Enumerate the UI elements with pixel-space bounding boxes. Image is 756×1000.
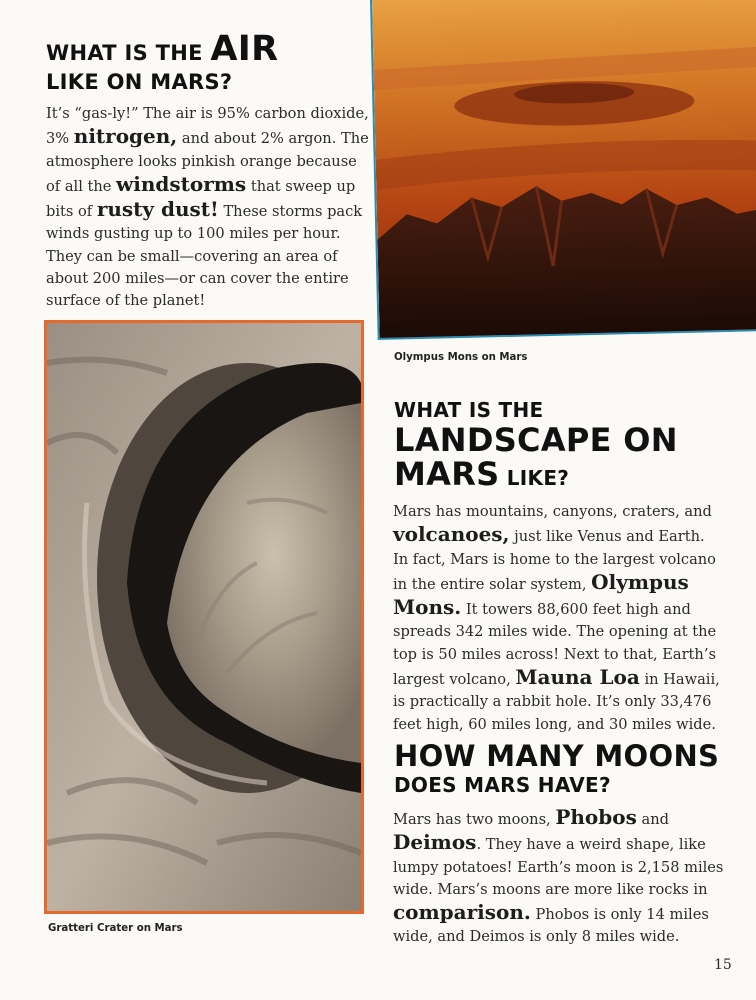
air-line: [46, 173, 376, 198]
olympus-mons-caption: Olympus Mons on Mars: [394, 352, 528, 363]
gratteri-crater-image: [47, 323, 361, 911]
landscape-line: [393, 523, 733, 548]
landscape-line: [393, 596, 733, 621]
page-number: 15: [714, 957, 732, 973]
moons-paragraph: [393, 806, 733, 949]
air-heading-line2: LIKE ON MARS?: [46, 70, 233, 94]
air-text: that sweep up: [246, 177, 356, 195]
landscape-text: largest volcano,: [393, 671, 516, 689]
air-paragraph: [46, 103, 376, 313]
gratteri-crater-photo: [44, 320, 364, 914]
landscape-line: Mars has mountains, canyons, craters, and: [393, 503, 712, 520]
keyword-windstorms: windstorms: [116, 171, 247, 196]
moons-line: [393, 831, 733, 856]
gratteri-crater-caption: Gratteri Crater on Mars: [48, 923, 183, 934]
keyword-rusty-dust: rusty dust!: [96, 197, 219, 222]
olympus-mons-photo: [370, 0, 756, 340]
air-text: bits of: [46, 203, 97, 221]
keyword-mons: Mons.: [393, 595, 462, 620]
moons-line: lumpy potatoes! Earth’s moon is 2,158 miles: [393, 858, 724, 876]
moons-line: [393, 806, 733, 831]
landscape-heading-line3: [394, 455, 570, 493]
landscape-line: top is 50 miles across! Next to that, Earth’s: [393, 645, 716, 663]
landscape-heading-mars: MARS: [394, 455, 500, 493]
air-line: They can be small—covering an area of: [46, 247, 338, 265]
moons-line: [393, 901, 733, 926]
landscape-text: just like Venus and Earth.: [509, 528, 705, 546]
air-line: [46, 198, 376, 223]
landscape-line: [393, 571, 733, 596]
olympus-mons-image: [372, 0, 756, 340]
air-text: of all the: [46, 177, 117, 195]
landscape-line: In fact, Mars is home to the largest volcano: [393, 550, 716, 568]
air-line: winds gusting up to 100 miles per hour.: [46, 225, 341, 243]
landscape-line: feet high, 60 miles long, and 30 miles wide.: [393, 715, 716, 733]
air-heading-big: AIR: [210, 29, 279, 69]
air-line: atmosphere looks pinkish orange because: [46, 152, 357, 170]
landscape-paragraph: [393, 501, 733, 736]
air-line: surface of the planet!: [46, 292, 206, 310]
landscape-text: in Hawaii,: [639, 671, 720, 689]
moons-text: and: [636, 811, 669, 828]
landscape-heading-line1: WHAT IS THE: [394, 398, 544, 422]
moons-heading-line2: DOES MARS HAVE?: [394, 773, 611, 797]
air-text: and about 2% argon. The: [177, 130, 369, 148]
landscape-line: is practically a rabbit hole. It’s only 33,476: [393, 693, 712, 711]
keyword-mauna-loa: Mauna Loa: [515, 665, 640, 690]
landscape-line: [393, 666, 733, 691]
landscape-heading-like: LIKE?: [499, 466, 570, 490]
air-heading-pre: WHAT IS THE: [46, 41, 211, 65]
keyword-phobos: Phobos: [555, 805, 637, 829]
landscape-line: spreads 342 miles wide. The opening at the: [393, 623, 717, 641]
landscape-text: It towers 88,600 feet high and: [461, 601, 691, 619]
landscape-heading-line2: LANDSCAPE ON: [394, 421, 678, 459]
moons-line: wide. Mars’s moons are more like rocks in: [393, 880, 708, 898]
air-line: about 200 miles—or can cover the entire: [46, 270, 349, 288]
moons-text: Mars has two moons,: [393, 811, 556, 828]
keyword-deimos: Deimos: [393, 830, 477, 855]
keyword-olympus: Olympus: [591, 569, 689, 594]
moons-text: . They have a weird shape, like: [476, 836, 706, 854]
keyword-nitrogen: nitrogen,: [73, 124, 178, 149]
air-line: It’s “gas-ly!” The air is 95% carbon dioxide,: [46, 105, 369, 122]
air-line: [46, 125, 376, 150]
keyword-volcanoes: volcanoes,: [393, 522, 510, 547]
air-text: 3%: [46, 130, 74, 148]
air-text: These storms pack: [218, 203, 363, 221]
moons-heading-line1: HOW MANY MOONS: [394, 739, 720, 773]
keyword-comparison: comparison.: [393, 900, 531, 925]
moons-text: Phobos is only 14 miles: [530, 906, 709, 924]
air-heading: [46, 29, 279, 69]
landscape-text: in the entire solar system,: [393, 575, 592, 593]
moons-line: wide, and Deimos is only 8 miles wide.: [393, 928, 680, 946]
